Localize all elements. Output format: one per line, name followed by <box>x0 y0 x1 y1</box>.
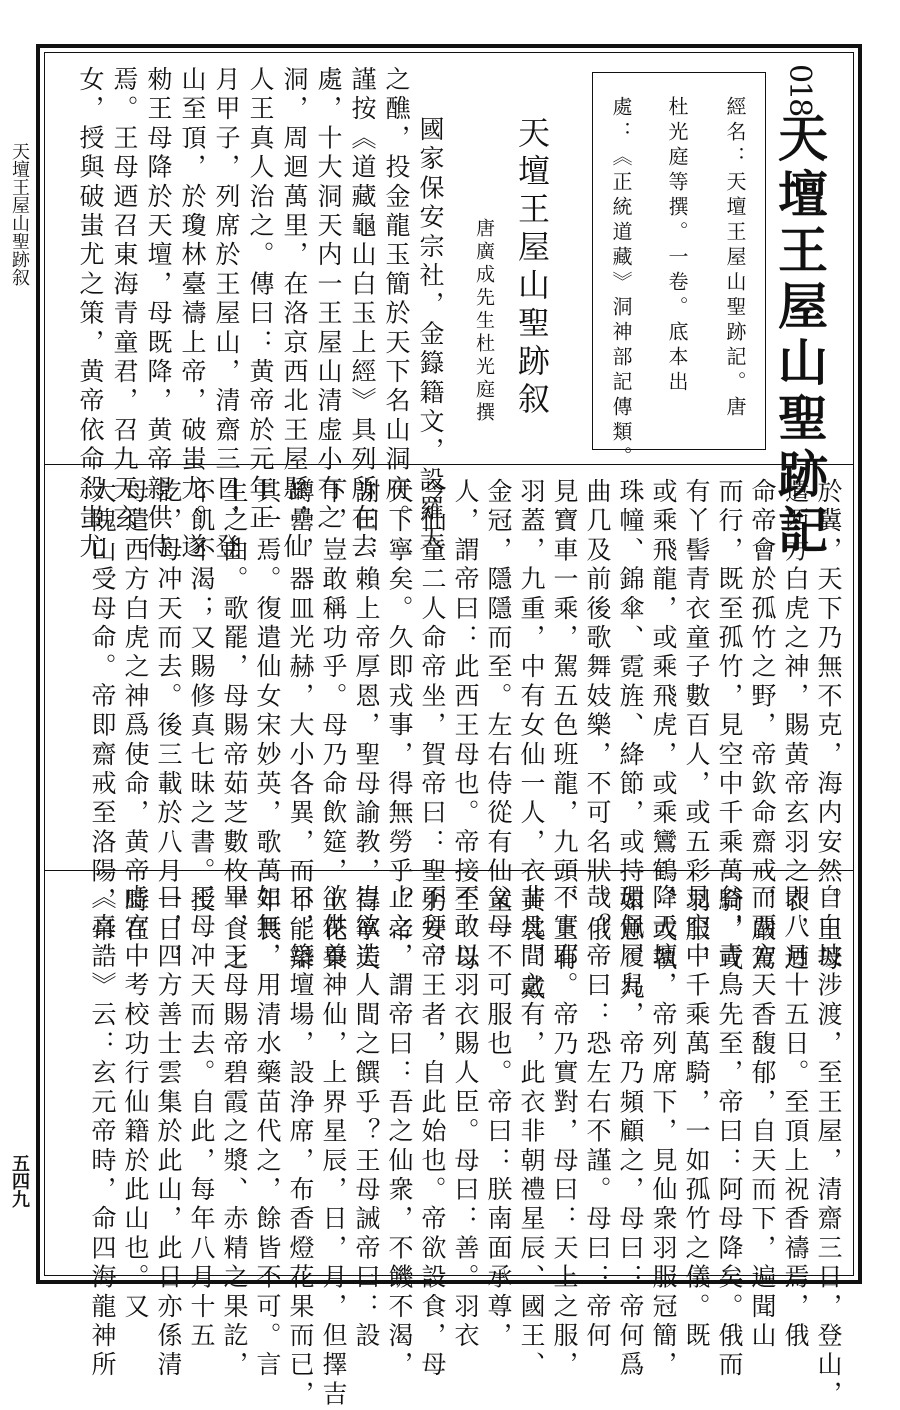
text-line: 不敢以羽衣賜人臣。母曰：善。羽衣 <box>451 884 480 1352</box>
text-line: 如無，用清水藥苗代之，餘皆不可。言 <box>253 884 282 1381</box>
text-line: 哉？帝曰：恐左右不謹。母曰：帝何 <box>583 884 612 1352</box>
text-line: 日，築壇場，設浄席，布香燈花果而已， <box>286 884 315 1410</box>
text-line: 見空中千乘萬騎，一如孤竹之儀。既 <box>682 884 711 1352</box>
text-line: 日，四方善士雲集於此山，此日亦係清 <box>154 884 183 1381</box>
info-line: 杜光庭等撰。一卷。底本出 <box>665 96 689 396</box>
text-line: 金冠，隱隱而至。左右侍從有仙童一 <box>484 478 513 946</box>
text-line: 令仙童二人命帝坐，賀帝曰：聖躬安， <box>418 478 447 975</box>
text-line: 環佩履舄，帝乃頻顧之，母曰：帝何爲 <box>616 884 645 1381</box>
text-line: 或乘飛龍，或乘飛虎，或乘鸞鶴，或執 <box>649 478 678 975</box>
text-line: 勑王母降於天壇，母既降，黄帝親供侍 <box>144 66 173 563</box>
text-line: 國家保安宗社，金籙籍文，設羅天 <box>416 116 445 554</box>
text-line: 天下寧矣。久即戎事，得無勞乎？帝 <box>385 478 414 946</box>
text-line: 不飢不渴；又賜修真七昧之書。授 <box>187 478 216 916</box>
text-line: 止之，謂帝曰：吾之仙衆，不饑不渴， <box>385 884 414 1381</box>
text-line: 山至頂，於瓊林臺禱上帝，破蚩尤。遂 <box>178 66 207 563</box>
text-line: 而西方天香馥郁，自天而下，遍聞山 <box>748 884 777 1352</box>
info-line: 處：《正統道藏》洞神部記傳類。 <box>609 96 633 471</box>
text-line: 之醮，投金龍玉簡於天下名山洞府。 <box>382 66 411 534</box>
text-line: 母遣西方白虎之神爲使命，黄帝時在 <box>121 478 150 946</box>
text-line: 畢，王母賜帝碧霞之漿、赤精之果訖， <box>220 884 249 1381</box>
text-line: 谷，青鳥先至，帝曰：阿母降矣。俄而 <box>715 884 744 1381</box>
text-line: 訖，母冲天而去。後三載於八月一日， <box>154 478 183 975</box>
text-line: 罇罍，器皿光赫，大小各異，而不能辯 <box>286 478 315 975</box>
text-line: 月甲子，列席於王屋山，清齋三日，登 <box>212 66 241 563</box>
text-line: 虚宫中考校功行仙籍於此山也。又 <box>121 884 150 1322</box>
text-line: 生之曲。歌罷，母賜帝茹芝數枚，食之 <box>220 478 249 975</box>
text-line: 命帝會於孤竹之野，帝欽命齋戒，嚴駕 <box>748 478 777 975</box>
info-line: 經名：天壇王屋山聖跡記。唐 <box>723 96 747 421</box>
text-line: 謝曰：賴上帝厚恩，聖母諭教，得寧天 <box>352 478 381 975</box>
text-line: 欲供養神仙，上界星辰，日，月，但擇吉 <box>319 884 348 1410</box>
text-line: 而行，既至孤竹，見空中千乘萬騎，或 <box>715 478 744 975</box>
text-line: 自白坡涉渡，至王屋，清齋三日，登山， <box>814 884 843 1410</box>
text-line: 有丫髻青衣童子數百人，或五彩羽服， <box>682 478 711 975</box>
text-line: 處，十大洞天内一王屋山清虚小有之 <box>314 66 343 534</box>
page-number: 五四九 <box>9 1154 30 1208</box>
text-line: 其一焉。復遣仙女宋妙英，歌萬年長 <box>253 478 282 946</box>
text-line: 《真誥》云：玄元帝時，命四海龍神所 <box>88 884 117 1381</box>
text-line: 羽蓋，九重，中有女仙一人，衣黄裳，戴 <box>517 478 546 1004</box>
text-line: 人王真人治之。傳曰：黄帝於元年正 <box>246 66 275 534</box>
text-line: 降天壇，帝列席下，見仙衆羽服冠簡， <box>649 884 678 1381</box>
text-line: 遣西方白虎之神，賜黄帝玄羽之衣，迺 <box>781 478 810 975</box>
text-line: 於冀，天下乃無不克，海内安然。王母 <box>814 478 843 975</box>
text-line: 王母冲天而去。自此，每年八月十五 <box>187 884 216 1352</box>
text-line: 不實耶。帝乃實對，母曰：天上之服， <box>550 884 579 1381</box>
text-line: 曲几及前後歌舞妓樂，不可名狀。俄 <box>583 478 612 946</box>
big-title: 天壇王屋山聖跡記 <box>770 112 829 560</box>
text-line: 謹按《道藏龜山白玉上經》具列所在去 <box>348 66 377 563</box>
text-line: 不拜帝王者，自此始也。帝欲設食，母 <box>418 884 447 1381</box>
text-line: 見寶車一乘，駕五色班龍，九頭，上有 <box>550 478 579 975</box>
text-line: 下，豈敢稱功乎。母乃命飲筵，上花果 <box>319 478 348 975</box>
text-line: 豈欲造人間之饌乎？王母誡帝曰：設 <box>352 884 381 1352</box>
text-line: 人，謂帝曰：此西王母也。帝接至，母 <box>451 478 480 975</box>
text-line: 非凡間之有，此衣非朝禮星辰、國王、 <box>517 884 546 1381</box>
text-line: 焉。王母迺召東海青童君，召九天玄 <box>110 66 139 534</box>
text-line: 女，授與破蚩尤之策，黄帝依命殺蚩尤 <box>76 66 105 563</box>
text-line: 大隗山受母命。帝即齋戒至洛陽，帝 <box>88 478 117 946</box>
author-line: 唐廣成先生杜光庭撰 <box>473 218 495 425</box>
text-line: 珠幢、錦傘、霓旌、絳節，或持如意、九 <box>616 478 645 1004</box>
text-line: 洞，周迴萬里，在洛京西北王屋縣，仙 <box>280 66 309 563</box>
entry-number: 018 <box>782 64 817 116</box>
running-title: 天壇王屋山聖跡叙 <box>9 142 30 286</box>
text-line: 即八月十五日。至頂上祝香禱焉，俄 <box>781 884 810 1352</box>
text-line: 父母不可服也。帝曰：朕南面承尊， <box>484 884 513 1352</box>
text-title: 天壇王屋山聖跡叙 <box>513 116 551 420</box>
